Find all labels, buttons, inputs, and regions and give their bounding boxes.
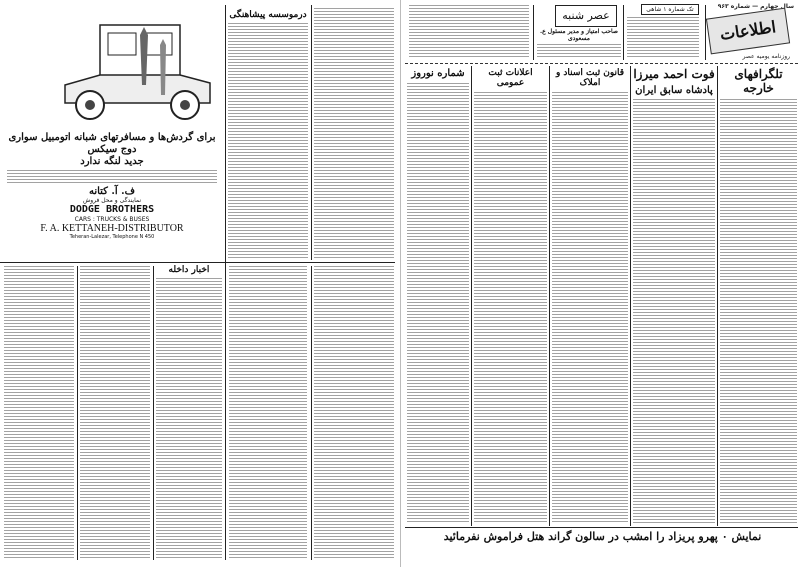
headline-public-notices: اعلانات ثبت عمومی [488, 68, 533, 89]
article-text [229, 266, 307, 558]
article-text [314, 266, 394, 558]
ad-products: CARS : TRUCKS & BUSES [74, 216, 150, 223]
ad-distributor: F. A. KETTANEH-DISTRIBUTOR [40, 223, 184, 234]
advertising-rates-table [409, 5, 529, 57]
divider [77, 266, 78, 560]
divider [705, 5, 706, 60]
ad-body-text [7, 170, 217, 184]
footer-banner-wrap [415, 531, 790, 547]
price-box [641, 4, 699, 15]
foreign-telegrams-column [720, 68, 797, 524]
article-column [4, 266, 74, 558]
footer-banner: نمایش ۰ پهرو پریزاد را امشب در سالون گراند هتل فراموش نفرمائید [443, 530, 762, 543]
masthead-title: اطلاعات [718, 17, 778, 44]
article-text [314, 8, 394, 260]
ad-text-block [2, 132, 222, 260]
subscription-rates [627, 17, 699, 57]
divider [533, 5, 534, 60]
nowruz-column [407, 68, 469, 524]
right-page [405, 0, 798, 567]
edition-label: عصر شنبه [562, 9, 610, 22]
divider [623, 5, 624, 60]
headline-death-sub: پادشاه سابق ایران [635, 84, 713, 96]
publisher-block [537, 28, 621, 59]
masthead-subtitle: روزنامه یومیه عصر [742, 53, 790, 60]
article-text [552, 92, 628, 524]
article-column [314, 8, 394, 260]
divider [471, 66, 472, 526]
edition-box [555, 5, 617, 27]
domestic-news-heading: اخبار داخله [168, 265, 210, 275]
divider [630, 66, 631, 526]
article-text [407, 83, 469, 525]
divider [225, 262, 395, 263]
masthead-logo [706, 8, 790, 55]
ad-agency-caption: نمایندگی و محل فروش [82, 197, 142, 204]
divider [225, 5, 226, 560]
ad-brand: DODGE BROTHERS [69, 204, 155, 215]
article-text [80, 266, 150, 558]
ad-contact: Teheran-Lalezar, Telephone N 450 [69, 234, 155, 240]
masthead-info [537, 44, 621, 59]
divider [311, 5, 312, 260]
article-column [229, 266, 307, 558]
dodge-car-illustration [60, 5, 220, 130]
ad-agent-name: ف. آ. کتانه [88, 185, 136, 197]
article-text [633, 99, 715, 524]
advertising-rates-text [409, 5, 529, 57]
scouts-heading: درموسسه پیشاهنگی [229, 10, 307, 20]
year-issue: سال چهارم — شماره ۹۶۳ [717, 3, 794, 10]
registration-law-column [552, 68, 628, 524]
article-text [720, 99, 797, 524]
masthead-divider [405, 63, 798, 64]
domestic-news-column [156, 265, 222, 558]
divider [311, 266, 312, 560]
ad-headline: برای گردش‌ها و مسافرتهای شبانه اتومبیل سواری دوج سیکس [8, 132, 216, 155]
divider [0, 262, 225, 263]
divider [549, 66, 550, 526]
publisher: صاحب امتیاز و مدیر مسئول ع. مسعودی [540, 28, 618, 42]
headline-registration-law: قانون ثبت اسناد و املاک [555, 68, 625, 89]
article-text [474, 92, 547, 524]
divider [717, 66, 718, 526]
scouts-column [228, 10, 308, 260]
ad-subheadline: جدید لنگه ندارد [80, 156, 144, 167]
page-gutter [400, 0, 401, 567]
headline-nowruz-issue: شماره نوروز [411, 68, 465, 79]
article-text [228, 23, 308, 260]
subscription-rates-text [627, 17, 699, 57]
article-column [314, 266, 394, 558]
public-notices-column [474, 68, 547, 524]
article-text [4, 266, 74, 558]
footer-divider [405, 527, 798, 528]
headline-death: فوت احمد میرزا [633, 67, 715, 81]
price-label: تک شماره ۱ شاهی [646, 6, 694, 13]
article-column [80, 266, 150, 558]
article-text [156, 278, 222, 558]
left-page [0, 0, 398, 567]
divider [153, 266, 154, 560]
death-column [633, 68, 715, 524]
headline-foreign-telegrams: تلگرافهای خارجه [734, 67, 783, 95]
